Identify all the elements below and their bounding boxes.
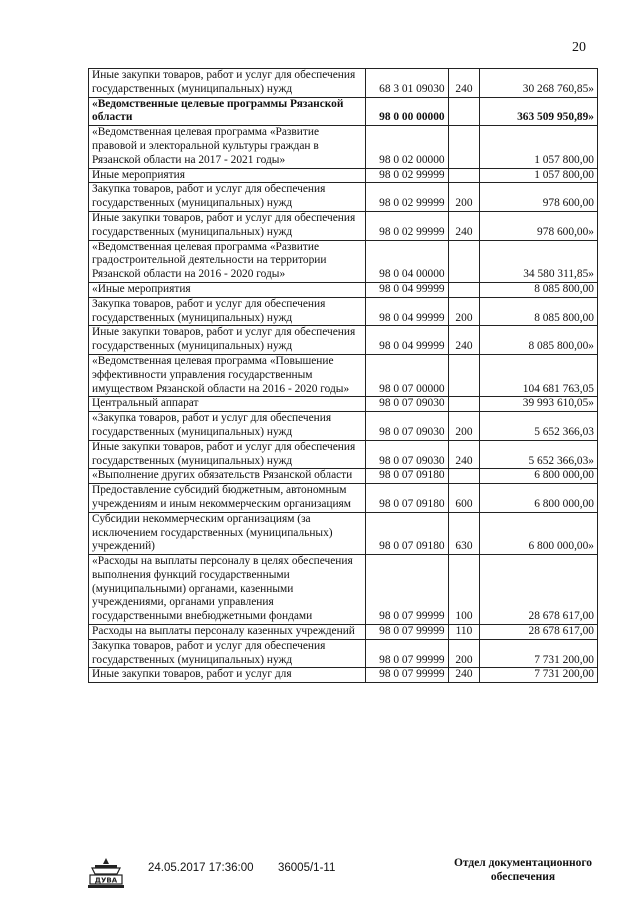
row-code: 98 0 07 09180 — [366, 484, 449, 513]
row-amount: 1 057 800,00 — [480, 126, 598, 168]
row-code: 98 0 04 99999 — [366, 282, 449, 297]
page-footer — [0, 856, 640, 896]
table-row — [89, 97, 598, 126]
page-number: 20 — [572, 40, 586, 55]
row-amount: 978 600,00» — [480, 211, 598, 240]
table-row — [89, 484, 598, 513]
row-expense-type: 200 — [448, 297, 480, 326]
row-description: «Иные мероприятия — [89, 282, 366, 297]
row-expense-type — [448, 168, 480, 183]
row-code: 68 3 01 09030 — [366, 69, 449, 98]
table-row — [89, 297, 598, 326]
row-code: 98 0 02 99999 — [366, 211, 449, 240]
row-code: 98 0 07 99999 — [366, 555, 449, 625]
row-amount: 30 268 760,85» — [480, 69, 598, 98]
row-amount: 28 678 617,00 — [480, 555, 598, 625]
row-expense-type: 110 — [448, 625, 480, 640]
row-code: 98 0 07 09180 — [366, 512, 449, 554]
row-expense-type — [448, 397, 480, 412]
table-row — [89, 211, 598, 240]
row-code: 98 0 07 99999 — [366, 625, 449, 640]
row-code: 98 0 04 00000 — [366, 240, 449, 282]
row-description: Иные мероприятия — [89, 168, 366, 183]
row-amount: 34 580 311,85» — [480, 240, 598, 282]
row-description: Иные закупки товаров, работ и услуг для обеспечения государственных (муниципальных) нужд — [89, 69, 366, 98]
row-amount: 5 652 366,03» — [480, 440, 598, 469]
row-code: 98 0 07 09030 — [366, 440, 449, 469]
row-amount: 8 085 800,00 — [480, 297, 598, 326]
stamp-date: 24.05.2017 17:36:00 — [148, 862, 254, 874]
row-description: «Ведомственная целевая программа «Развитие градостроительной деятельности на территории Рязанской области на 2016 - 2020 годы» — [89, 240, 366, 282]
row-amount: 104 681 763,05 — [480, 354, 598, 396]
department-line-1: Отдел документационного — [453, 857, 593, 869]
table-row — [89, 240, 598, 282]
row-description: Закупка товаров, работ и услуг для обеспечения государственных (муниципальных) нужд — [89, 297, 366, 326]
row-description: «Ведомственная целевая программа «Повышение эффективности управления государственным имуществом Рязанской области на 2016 - 2020 годы» — [89, 354, 366, 396]
row-code: 98 0 00 00000 — [366, 97, 449, 126]
table-row — [89, 168, 598, 183]
row-expense-type — [448, 126, 480, 168]
row-expense-type — [448, 469, 480, 484]
table-row — [89, 126, 598, 168]
row-amount: 5 652 366,03 — [480, 412, 598, 441]
budget-table — [88, 68, 598, 683]
row-code: 98 0 02 00000 — [366, 126, 449, 168]
row-amount: 6 800 000,00 — [480, 469, 598, 484]
row-code: 98 0 07 99999 — [366, 668, 449, 683]
row-expense-type: 240 — [448, 668, 480, 683]
row-description: «Закупка товаров, работ и услуг для обеспечения государственных (муниципальных) нужд — [89, 412, 366, 441]
table-row — [89, 354, 598, 396]
row-expense-type — [448, 282, 480, 297]
table-row — [89, 397, 598, 412]
row-code: 98 0 07 00000 — [366, 354, 449, 396]
row-amount: 8 085 800,00» — [480, 326, 598, 355]
row-expense-type: 100 — [448, 555, 480, 625]
table-row — [89, 69, 598, 98]
department-line-2: обеспечения — [490, 871, 556, 883]
row-amount: 7 731 200,00 — [480, 668, 598, 683]
row-description: Иные закупки товаров, работ и услуг для обеспечения государственных (муниципальных) нужд — [89, 440, 366, 469]
row-expense-type: 200 — [448, 412, 480, 441]
organization-logo-icon — [86, 856, 126, 890]
logo-text: ДУВА — [94, 876, 118, 885]
table-row — [89, 625, 598, 640]
row-expense-type: 200 — [448, 639, 480, 668]
row-code: 98 0 02 99999 — [366, 168, 449, 183]
row-expense-type: 240 — [448, 440, 480, 469]
row-description: Закупка товаров, работ и услуг для обеспечения государственных (муниципальных) нужд — [89, 639, 366, 668]
table-row — [89, 412, 598, 441]
row-description: Иные закупки товаров, работ и услуг для обеспечения государственных (муниципальных) нужд — [89, 326, 366, 355]
row-amount: 6 800 000,00» — [480, 512, 598, 554]
row-expense-type: 600 — [448, 484, 480, 513]
row-description: Субсидии некоммерческим организациям (за исключением государственных (муниципальных) учреждений) — [89, 512, 366, 554]
row-amount: 28 678 617,00 — [480, 625, 598, 640]
department-stamp — [438, 856, 608, 884]
row-code: 98 0 04 99999 — [366, 297, 449, 326]
row-amount: 363 509 950,89» — [480, 97, 598, 126]
row-expense-type — [448, 240, 480, 282]
row-description: «Расходы на выплаты персоналу в целях обеспечения выполнения функций государственными (муниципальными) органами, казенными учреждениями, органами управления государственными внебюджетными фондами — [89, 555, 366, 625]
row-amount: 8 085 800,00 — [480, 282, 598, 297]
table-row — [89, 469, 598, 484]
row-expense-type: 630 — [448, 512, 480, 554]
row-description: Центральный аппарат — [89, 397, 366, 412]
table-row — [89, 183, 598, 212]
row-code: 98 0 07 09030 — [366, 412, 449, 441]
row-expense-type: 200 — [448, 183, 480, 212]
table-row — [89, 326, 598, 355]
row-code: 98 0 07 09180 — [366, 469, 449, 484]
row-description: Закупка товаров, работ и услуг для обеспечения государственных (муниципальных) нужд — [89, 183, 366, 212]
row-amount: 1 057 800,00 — [480, 168, 598, 183]
table-row — [89, 282, 598, 297]
row-code: 98 0 07 99999 — [366, 639, 449, 668]
row-expense-type — [448, 354, 480, 396]
row-code: 98 0 04 99999 — [366, 326, 449, 355]
row-expense-type: 240 — [448, 69, 480, 98]
row-description: «Ведомственные целевые программы Рязанской области — [89, 97, 366, 126]
budget-table-body — [89, 69, 598, 683]
row-expense-type — [448, 97, 480, 126]
row-amount: 7 731 200,00 — [480, 639, 598, 668]
row-description: Иные закупки товаров, работ и услуг для — [89, 668, 366, 683]
stamp-doc-number: 36005/1-11 — [278, 862, 336, 874]
row-expense-type: 240 — [448, 326, 480, 355]
row-description: «Выполнение других обязательств Рязанской области — [89, 469, 366, 484]
table-row — [89, 512, 598, 554]
row-expense-type: 240 — [448, 211, 480, 240]
row-description: Предоставление субсидий бюджетным, автономным учреждениям и иным некоммерческим организациям — [89, 484, 366, 513]
row-amount: 6 800 000,00 — [480, 484, 598, 513]
table-row — [89, 440, 598, 469]
row-amount: 39 993 610,05» — [480, 397, 598, 412]
table-row — [89, 555, 598, 625]
row-description: «Ведомственная целевая программа «Развитие правовой и электоральной культуры граждан в Рязанской области на 2017 - 2021 годы» — [89, 126, 366, 168]
table-row — [89, 639, 598, 668]
table-row — [89, 668, 598, 683]
row-amount: 978 600,00 — [480, 183, 598, 212]
row-code: 98 0 07 09030 — [366, 397, 449, 412]
row-code: 98 0 02 99999 — [366, 183, 449, 212]
row-description: Иные закупки товаров, работ и услуг для обеспечения государственных (муниципальных) нужд — [89, 211, 366, 240]
row-description: Расходы на выплаты персоналу казенных учреждений — [89, 625, 366, 640]
